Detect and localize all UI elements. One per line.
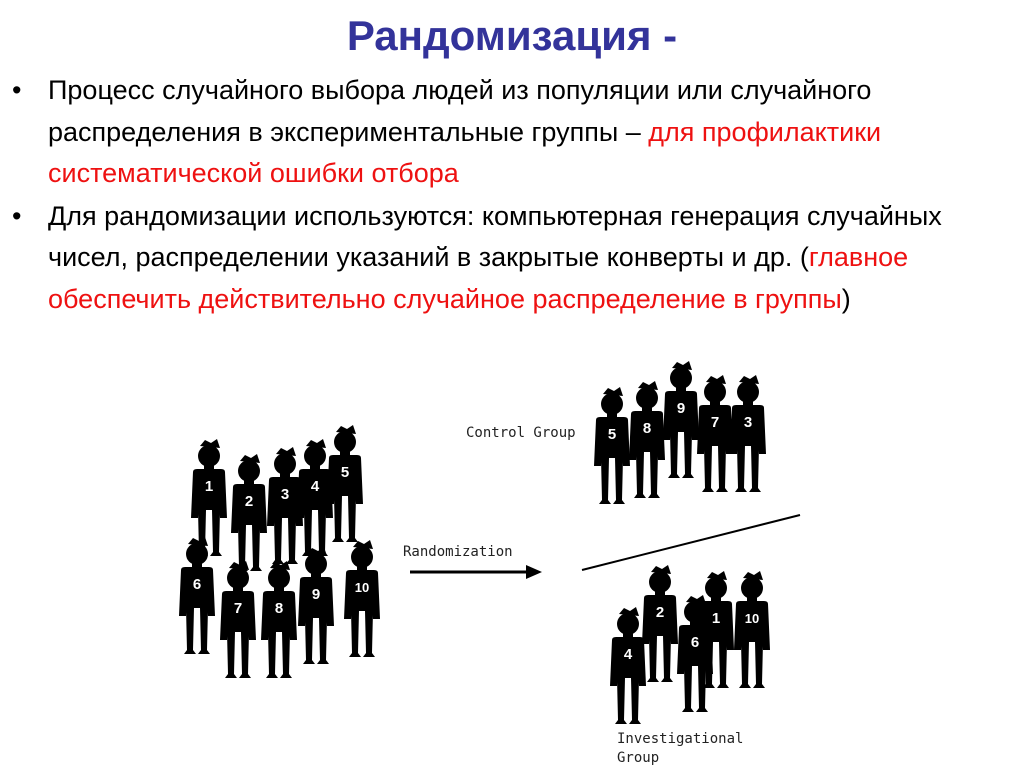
control-group-label: Control Group: [466, 425, 576, 441]
person-number: 10: [354, 580, 370, 595]
person-number: 2: [655, 604, 665, 621]
person-number: 4: [623, 646, 633, 663]
person-number: 9: [676, 400, 686, 417]
person-number: 6: [690, 634, 700, 651]
person-number: 7: [233, 600, 243, 617]
bullet-marker: •: [12, 200, 22, 231]
person-figure: [697, 375, 733, 492]
arrow-icon: [410, 565, 542, 579]
bullet-text: Для рандомизации используются: компьютерная генерация случайных чисел, распределении указаний в закрытые конверты и др. (: [48, 200, 942, 272]
person-figure: [594, 387, 630, 504]
person-figure: [191, 439, 227, 556]
person-figure: [629, 381, 665, 498]
bullet-highlight: для профилактики систематической ошибки отбора: [48, 116, 882, 188]
person-figure: [730, 375, 766, 492]
bullet-highlight: главное обеспечить действительно случайное распределение в группы: [48, 242, 909, 314]
slide-title: Рандомизация -: [346, 12, 678, 59]
person-number: 4: [310, 478, 320, 495]
population-group: [179, 425, 380, 678]
person-figure: [327, 425, 363, 542]
bullet-text: Процесс случайного выбора людей из популяции или случайного распределения в экспериментальные группы –: [48, 75, 872, 147]
person-figure: [610, 607, 646, 724]
person-number: 5: [607, 426, 617, 443]
bullet-text-end: ): [841, 283, 851, 314]
person-figure: [663, 361, 699, 478]
person-number: 3: [743, 414, 753, 431]
person-figure: [261, 561, 297, 678]
person-figure: [220, 561, 256, 678]
person-number: 10: [744, 611, 760, 626]
person-figure: [231, 454, 267, 571]
person-number: 6: [192, 576, 202, 593]
person-figure: [298, 547, 334, 664]
randomization-label: Randomization: [403, 544, 513, 560]
person-number: 8: [274, 600, 284, 617]
control-group: [594, 361, 766, 504]
person-number: 1: [711, 610, 721, 627]
investigational-group-label-line2: Group: [617, 750, 660, 766]
person-number: 3: [280, 486, 290, 503]
bullet-marker: •: [12, 75, 22, 105]
person-figure: [344, 540, 380, 657]
person-figure: [179, 537, 215, 654]
person-number: 9: [311, 586, 321, 603]
investigational-group: [610, 565, 770, 724]
person-number: 7: [710, 414, 720, 431]
person-number: 2: [244, 493, 254, 510]
investigational-group-label: Investigational: [617, 731, 744, 747]
person-number: 5: [340, 464, 350, 481]
person-figure: [734, 571, 770, 688]
person-figure: [642, 565, 678, 682]
person-number: 1: [204, 478, 214, 495]
group-divider: [582, 515, 800, 570]
person-number: 8: [642, 420, 652, 437]
